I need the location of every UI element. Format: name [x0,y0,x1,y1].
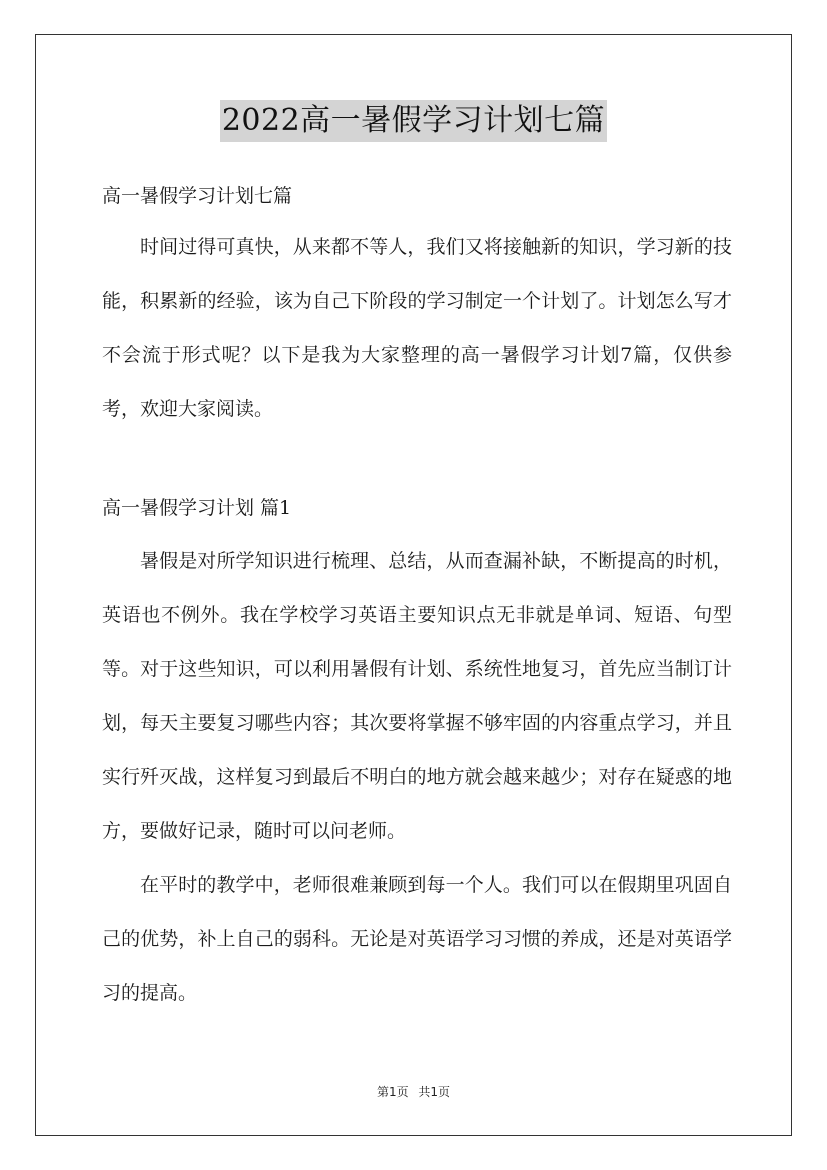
title-wrap [0,100,827,142]
section-paragraph-1: 暑假是对所学知识进行梳理、总结，从而查漏补缺，不断提高的时机，英语也不例外。我在学校学习英语主要知识点无非就是单词、短语、句型等。对于这些知识，可以利用暑假有计划、系统性地复习，首先应当制订计划，每天主要复习哪些内容；其次要将掌握不够牢固的内容重点学习，并且实行歼灭战，这样复习到最后不明白的地方就会越来越少；对存在疑惑的地方，要做好记录，随时可以问老师。 [102,550,732,842]
section-paragraph-2: 在平时的教学中，老师很难兼顾到每一个人。我们可以在假期里巩固自己的优势，补上自己的弱科。无论是对英语学习习惯的养成，还是对英语学习的提高。 [102,874,732,1004]
page-total: 共1页 [418,1085,451,1099]
page-number: 第1页 [376,1085,409,1099]
section-heading: 高一暑假学习计划 篇1 [102,497,292,519]
document-body [102,172,732,1020]
document-subtitle: 高一暑假学习计划七篇 [102,185,293,207]
intro-paragraph: 时间过得可真快，从来都不等人，我们又将接触新的知识，学习新的技能，积累新的经验，该为自己下阶段的学习制定一个计划了。计划怎么写才不会流于形式呢？以下是我为大家整理的高一暑假学习计划7篇，仅供参考，欢迎大家阅读。 [102,236,732,420]
section-gap [102,436,732,482]
document-title: 2022高一暑假学习计划七篇 [220,100,607,142]
page-footer [0,1083,827,1100]
